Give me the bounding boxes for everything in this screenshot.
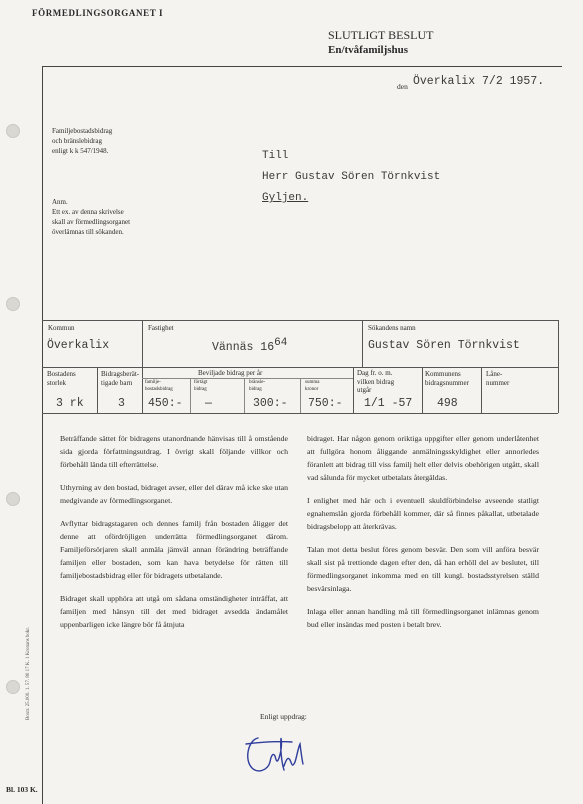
condition-paragraph: Inlaga eller annan handling må till förmedlingsorganet inlämnas genom bud eller insändas med posten i betalt brev. — [307, 607, 539, 629]
label-sokande: Sökandens namn — [368, 324, 416, 332]
value-summa-kronor: 750:- — [308, 397, 343, 410]
value-fortagt-bidrag: — — [205, 397, 212, 410]
punch-hole-middle — [6, 297, 20, 311]
margin-rule — [42, 66, 43, 804]
decision-subtitle: En/tvåfamiljshus — [328, 44, 409, 56]
punch-hole-lower — [6, 492, 20, 506]
label-storlek: Bostadens storlek — [47, 370, 76, 387]
label-kommun-nr: Kommunens bidragsnummer — [425, 370, 469, 387]
label-bransle-bidrag: bränsle- bidrag — [249, 380, 266, 392]
label-summa-kronor: summa kronor — [305, 380, 320, 392]
value-familjebostadsbidrag: 450:- — [148, 397, 183, 410]
condition-paragraph: Avflyttar bidragstagaren och dennes familj från bostaden åligger det denne att ofördröjligen underrätta förmedlingsorganet därom. Familjeförsörjaren skall anmäla jämväl annan förändring beträffande familjen eller bostaden, som kan hava betydelse för rätten till familjebostadsbidrag eller för bidragets utbetalande. — [60, 519, 288, 580]
label-fastighet: Fastighet — [148, 324, 174, 332]
condition-paragraph: Talan mot detta beslut föres genom besvär. Den som vill anföra besvär skall sist på trettionde dagen efter den, då han erhöll del av beslutet, till förmedlingsorganet inkomma med en till kungl. bostadsstyrelsen ställd besvärsinlaga. — [307, 545, 539, 593]
note-copy-instruction: Ett ex. av denna skrivelse skall av förmedlingsorganet överlämnas till sökanden. — [52, 208, 131, 236]
header-rule — [42, 66, 562, 67]
label-lanenummer: Låne- nummer — [486, 370, 510, 387]
date-prefix: den — [397, 82, 408, 91]
label-kommun: Kommun — [48, 324, 75, 332]
form-code: Bl. 103 K. — [6, 785, 38, 794]
signature — [240, 726, 315, 786]
condition-paragraph: Uthyrning av den bostad, bidraget avser, eller del därav må icke ske utan medgivande av förmedlingsorganet. — [60, 483, 288, 505]
organ-heading: FÖRMEDLINGSORGANET I — [32, 8, 164, 18]
condition-paragraph: bidraget. Har någon genom oriktiga uppgifter eller genom underlåtenhet att fullgöra honom åliggande anmälningsskyldighet eller annorledes föranlett att bidrag till viss familj helt eller delvis obehörigen utgått, skall vad sålunda för mycket utbetalats återgäldas. — [307, 434, 539, 482]
punch-hole-top — [6, 124, 20, 138]
punch-hole-bottom — [6, 680, 20, 694]
value-barn: 3 — [118, 397, 125, 410]
value-kommun: Överkalix — [47, 339, 110, 352]
condition-paragraph: Bidraget skall upphöra att utgå om sådana omständigheter inträffat, att familjen med hänsyn till det med bidraget avsedda ändamålet uppenbarligen icke längre bör få åtnjuta — [60, 594, 288, 629]
value-kommun-nr: 498 — [437, 397, 458, 410]
value-fastighet: Vännäs $16^{64}$ — [212, 337, 288, 354]
label-barn: Bidragsberät- tigade barn — [101, 370, 140, 387]
recipient-to: Till — [262, 150, 289, 162]
date-typed: Överkalix 7/2 1957. — [413, 75, 545, 88]
note-law-reference: Familjebostadsbidrag och bränslebidrag enligt k k 547/1948. — [52, 127, 113, 155]
label-familjebostadsbidrag: familje- bostadsbidrag — [145, 380, 173, 392]
value-dag: 1/1 -57 — [364, 397, 413, 410]
conditions-left-column — [60, 432, 288, 641]
condition-paragraph: Beträffande sättet för bidragens utanordnande hänvisas till å omstående sida gjorda författningsutdrag. I övrigt skall följande villkor och förbehåll lända till efterrättelse. — [60, 434, 288, 469]
condition-paragraph: I enlighet med här och i eventuell skuldförbindelse avseende statligt egnahemslån gjorda förbehåll kommer, där så finnes påkallat, utbetalade bidragsbelopp att återkrävas. — [307, 496, 539, 531]
conditions-right-column — [307, 432, 539, 641]
note-anm-label: Anm. — [52, 198, 68, 206]
label-beviljade-bidrag: Beviljade bidrag per år — [198, 369, 263, 377]
value-storlek: 3 rk — [56, 397, 84, 410]
recipient-block — [262, 146, 440, 209]
value-sokande: Gustav Sören Törnkvist — [368, 339, 520, 352]
value-bransle-bidrag: 300:- — [253, 397, 288, 410]
closing-text: Enligt uppdrag: — [260, 712, 307, 721]
recipient-place: Gyljen. — [262, 192, 309, 204]
printer-imprint: Boxtr. 25.000. 1. 57. 80 17 K. 1 Kronans bokr. — [26, 626, 31, 720]
recipient-name: Herr Gustav Sören Törnkvist — [262, 171, 441, 183]
label-dag: Dag fr. o. m. vilken bidrag utgår — [357, 369, 395, 394]
label-fortagt-bidrag: förtägt bidrag — [194, 380, 208, 392]
decision-title: SLUTLIGT BESLUT — [328, 28, 434, 42]
